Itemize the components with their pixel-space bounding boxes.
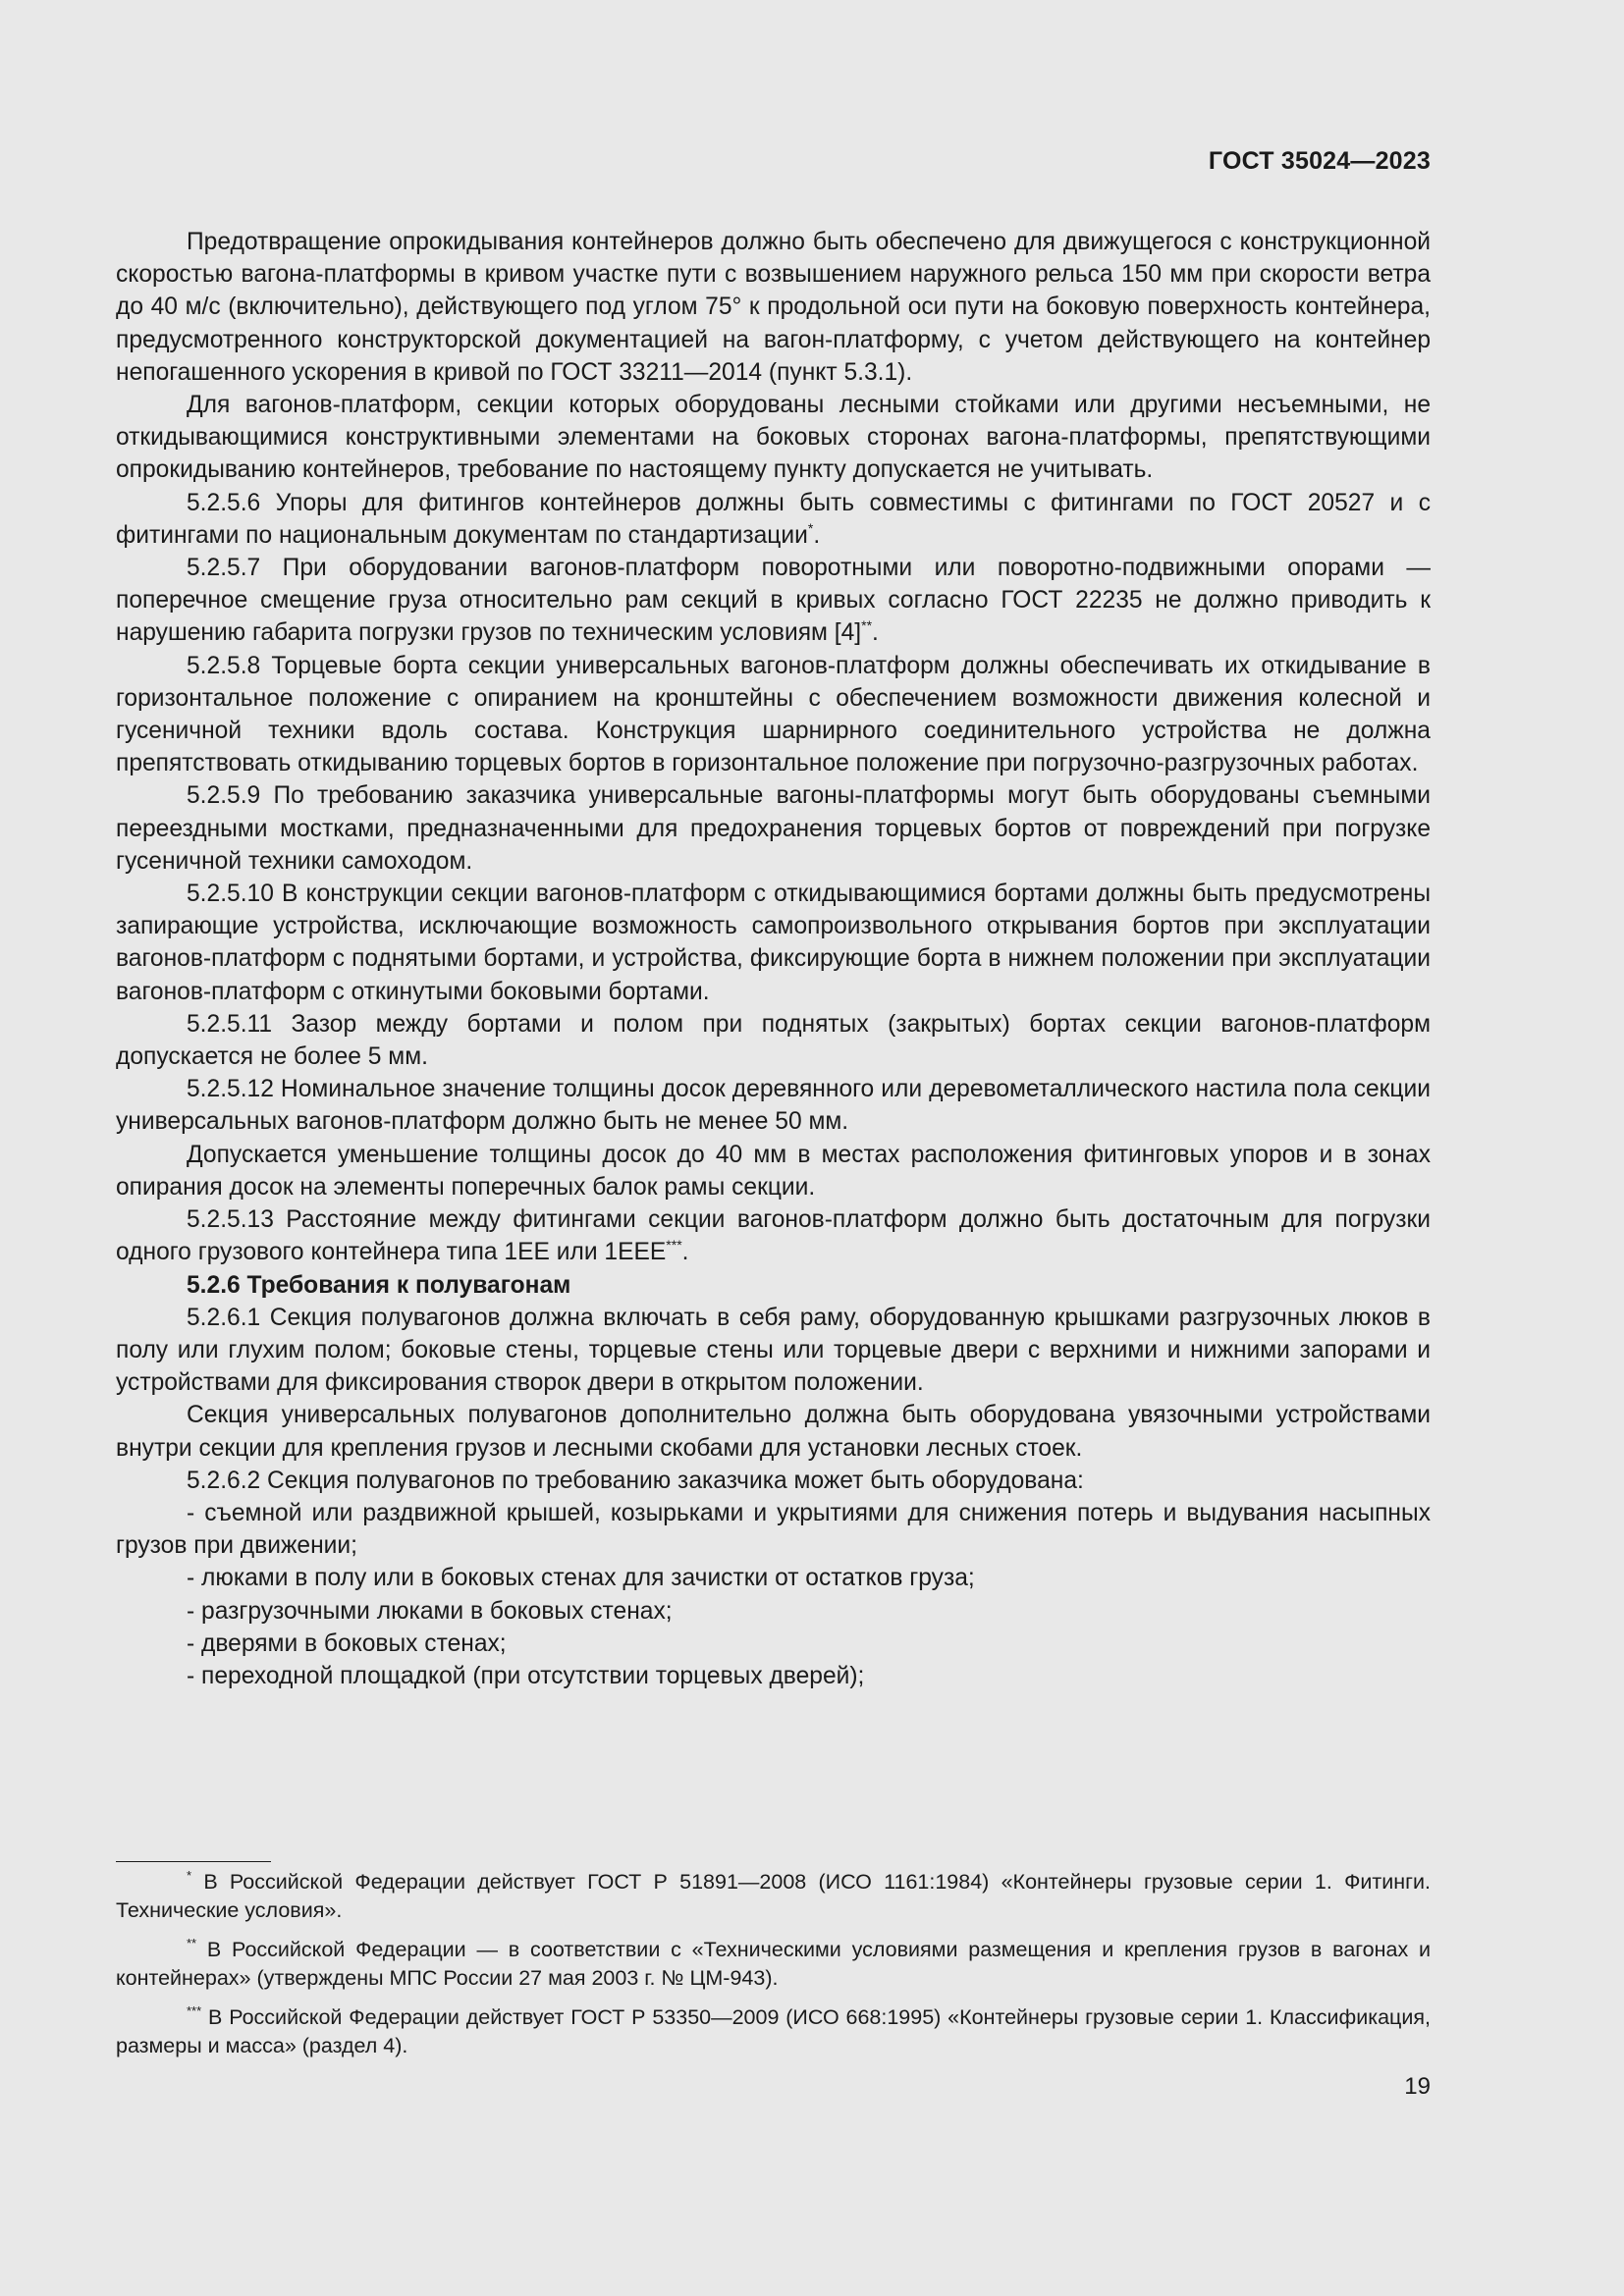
paragraph: 5.2.5.6 Упоры для фитингов контейнеров должны быть совместимы с фитингами по ГОСТ 20527 и с фитингами по национальным документам по стандартизации*. xyxy=(116,489,1431,549)
footnote-ref: *** xyxy=(666,1237,682,1254)
paragraph: 5.2.5.10 В конструкции секции вагонов-платформ с откидывающимися бортами должны быть предусмотрены запирающие устройства, исключающие возможность самопроизвольного открывания бортов при эксплуатации вагонов-платформ с поднятыми бортами, и устройства, фиксирующие борта в нижнем положении при эксплуатации вагонов-платформ с откинутыми боковыми бортами. xyxy=(116,881,1431,1005)
footnote-mark: ** xyxy=(187,1936,197,1950)
footnote-mark: *** xyxy=(187,2003,202,2018)
paragraph: 5.2.6.1 Секция полувагонов должна включать в себя раму, оборудованную крышками разгрузочных люков в полу или глухим полом; боковые стены, торцевые стены или торцевые двери с верхними и нижними запорами и устройствами для фиксирования створок двери в открытом положении. xyxy=(116,1304,1431,1397)
footnotes xyxy=(116,1868,1431,2071)
paragraph: 5.2.5.7 При оборудовании вагонов-платформ поворотными или поворотно-подвижными опорами — поперечное смещение груза относительно рам секций в кривых согласно ГОСТ 22235 не должно приводить к нарушению габарита погрузки грузов по техническим условиям [4]**. xyxy=(116,555,1431,647)
footnote-divider xyxy=(116,1861,271,1862)
paragraph: 5.2.5.11 Зазор между бортами и полом при поднятых (закрытых) бортах секции вагонов-платформ допускается не более 5 мм. xyxy=(116,1010,1431,1071)
footnote-ref: * xyxy=(807,519,814,536)
footnote-ref: ** xyxy=(861,617,873,634)
list-item: - люками в полу или в боковых стенах для зачистки от остатков груза; xyxy=(187,1565,975,1592)
footnote-mark: * xyxy=(187,1868,192,1883)
paragraph: 5.2.5.9 По требованию заказчика универсальные вагоны-платформы могут быть оборудованы съемными переездными мостками, предназначенными для предохранения торцевых бортов от повреждений при погрузке гусеничной техники самоходом. xyxy=(116,782,1431,875)
section-heading: 5.2.6 Требования к полувагонам xyxy=(187,1271,571,1299)
list-item: - переходной площадкой (при отсутствии торцевых дверей); xyxy=(187,1662,865,1689)
paragraph: Допускается уменьшение толщины досок до 40 мм в местах расположения фитинговых упоров и в зонах опирания досок на элементы поперечных балок рамы секции. xyxy=(116,1141,1431,1201)
list-item: - съемной или раздвижной крышей, козырьками и укрытиями для снижения потерь и выдувания насыпных грузов при движении; xyxy=(116,1499,1431,1560)
paragraph: 5.2.5.12 Номинальное значение толщины досок деревянного или деревометаллического настила пола секции универсальных вагонов-платформ должно быть не менее 50 мм. xyxy=(116,1076,1431,1136)
list-item: - дверями в боковых стенах; xyxy=(187,1629,507,1657)
paragraph: 5.2.5.8 Торцевые борта секции универсальных вагонов-платформ должны обеспечивать их откидывание в горизонтальное положение с опиранием на кронштейны с обеспечением возможности движения колесной и гусеничной техники вдоль состава. Конструкция шарнирного соединительного устройства не должна препятствовать откидыванию торцевых бортов в горизонтальное положение при погрузочно-разгрузочных работах. xyxy=(116,652,1431,777)
page-number: 19 xyxy=(1404,2073,1431,2100)
footnote: * В Российской Федерации действует ГОСТ Р 51891—2008 (ИСО 1161:1984) «Контейнеры грузовые серии 1. Фитинги. Технические условия». xyxy=(116,1868,1431,1922)
list-item: - разгрузочными люками в боковых стенах; xyxy=(187,1597,673,1625)
document-body xyxy=(116,226,1431,1692)
paragraph: Секция универсальных полувагонов дополнительно должна быть оборудована увязочными устройствами внутри секции для крепления грузов и лесными скобами для установки лесных стоек. xyxy=(116,1402,1431,1462)
document-header: ГОСТ 35024—2023 xyxy=(1208,147,1431,175)
paragraph: Предотвращение опрокидывания контейнеров должно быть обеспечено для движущегося с конструкционной скоростью вагона-платформы в кривом участке пути с возвышением наружного рельса 150 мм при скорости ветра до 40 м/с (включительно), действующего под углом 75° к продольной оси пути на боковую поверхность контейнера, предусмотренного конструкторской документацией на вагон-платформу, с учетом действующего на контейнер непогашенного ускорения в кривой по ГОСТ 33211—2014 (пункт 5.3.1). xyxy=(116,229,1431,386)
paragraph: Для вагонов-платформ, секции которых оборудованы лесными стойками или другими несъемными, не откидывающимися конструктивными элементами на боковых сторонах вагона-платформы, препятствующими опрокидыванию контейнеров, требование по настоящему пункту допускается не учитывать. xyxy=(116,392,1431,484)
footnote: ** В Российской Федерации — в соответствии с «Техническими условиями размещения и крепления грузов в вагонах и контейнерах» (утверждены МПС России 27 мая 2003 г. № ЦМ-943). xyxy=(116,1936,1431,1990)
paragraph: 5.2.6.2 Секция полувагонов по требованию заказчика может быть оборудована: xyxy=(187,1467,1084,1494)
footnote: *** В Российской Федерации действует ГОСТ Р 53350—2009 (ИСО 668:1995) «Контейнеры грузовые серии 1. Классификация, размеры и масса» (раздел 4). xyxy=(116,2003,1431,2057)
paragraph: 5.2.5.13 Расстояние между фитингами секции вагонов-платформ должно быть достаточным для погрузки одного грузового контейнера типа 1ЕЕ или 1ЕЕЕ***. xyxy=(116,1206,1431,1266)
